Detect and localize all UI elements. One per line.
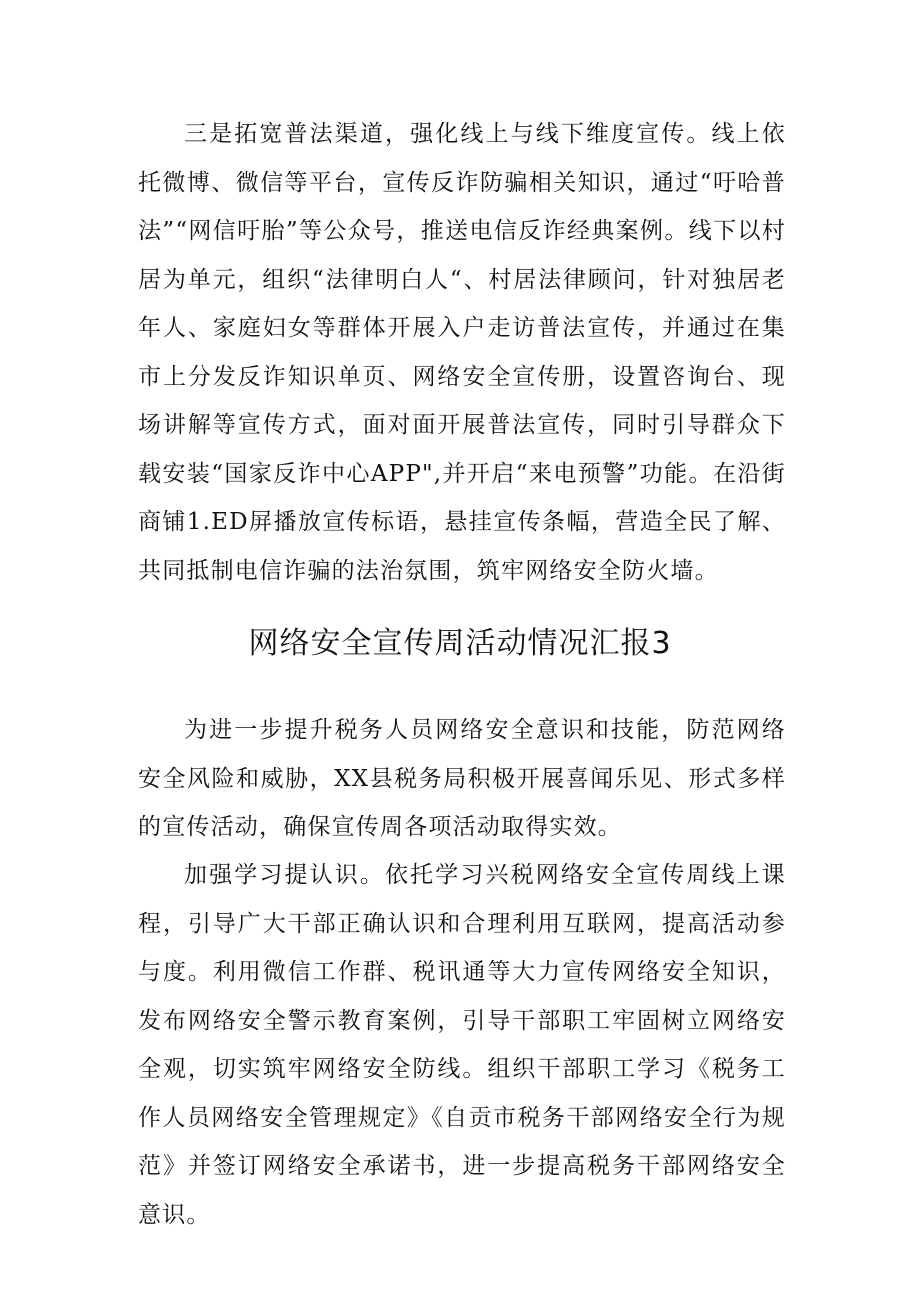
paragraph-anti-fraud-publicity: 三是拓宽普法渠道，强化线上与线下维度宣传。线上依托微博、微信等平台，宣传反诈防骗相关知识，通过“吁哈普法”“网信吁胎”等公众号，推送电信反诈经典案例。线下以村居为单元，组织“法律明白人“、村居法律顾问，针对独居老年人、家庭妇女等群体开展入户走访普法宣传，并通过在集市上分发反诈知识单页、网络安全宣传册，设置咨询台、现场讲解等宣传方式，面对面开展普法宣传，同时引导群众下载安装“国家反诈中心APP",并开启“来电预警”功能。在沿街商铺1.ED屏播放宣传标语，悬挂宣传条幅，营造全民了解、共同抵制电信诈骗的法治氛围，筑牢网络安全防火墙。 [138,121,786,584]
paragraph-intro: 为进一步提升税务人员网络安全意识和技能，防范网络安全风险和威胁，XX县税务局积极开展喜闻乐见、形式多样的宣传活动，确保宣传周各项活动取得实效。 [138,717,786,840]
paragraph-strengthen-learning: 加强学习提认识。依托学习兴税网络安全宣传周线上课程，引导广大干部正确认识和合理利用互联网，提高活动参与度。利用微信工作群、税讯通等大力宣传网络安全知识，发布网络安全警示教育案例，引导干部职工牢固树立网络安全观，切实筑牢网络安全防线。组织干部职工学习《税务工作人员网络安全管理规定》《自贡市税务干部网络安全行为规范》并签订网络安全承诺书，进一步提高税务干部网络安全意识。 [138,862,786,1228]
section-title: 网络安全宣传周活动情况汇报3 [248,626,672,661]
